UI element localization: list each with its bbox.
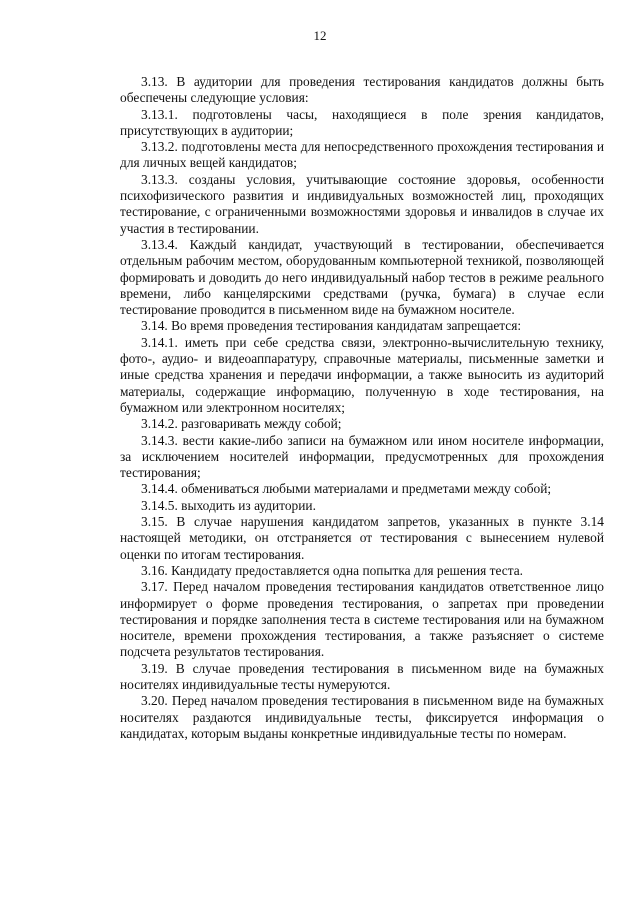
page-number: 12	[313, 28, 327, 43]
paragraph-3-13: 3.13. В аудитории для проведения тестирования кандидатов должны быть обеспечены следующие условия:	[120, 74, 604, 106]
paragraph-3-20: 3.20. Перед началом проведения тестирования в письменном виде на бумажных носителях раздаются индивидуальные тесты, фиксируется информация о кандидатах, которым выданы конкретные индивидуальные тесты по номерам.	[120, 693, 604, 741]
paragraph-3-14-1: 3.14.1. иметь при себе средства связи, электронно-вычислительную технику, фото-, аудио- и видеоаппаратуру, справочные материалы, письменные заметки и иные средства хранения и передачи информации, а также выносить из аудиторий материалы, содержащие информацию, полученную в ходе тестирования, на бумажном или электронном носителях;	[120, 334, 604, 415]
paragraph-3-13-1: 3.13.1. подготовлены часы, находящиеся в поле зрения кандидатов, присутствующих в аудитории;	[120, 106, 604, 138]
paragraph-3-16: 3.16. Кандидату предоставляется одна попытка для решения теста.	[141, 562, 524, 578]
paragraph-3-14-4: 3.14.4. обмениваться любыми материалами и предметами между собой;	[141, 481, 552, 497]
paragraph-3-17: 3.17. Перед началом проведения тестирования кандидатов ответственное лицо информирует о форме проведения тестирования, о запретах при проведении тестирования и порядке заполнения теста в системе тестирования или на бумажном носителе, времени прохождения тестирования, а также разъясняет о системе подсчета результатов тестирования.	[120, 579, 604, 660]
paragraph-3-13-2: 3.13.2. подготовлены места для непосредственного прохождения тестирования и для личных вещей кандидатов;	[120, 139, 604, 171]
paragraph-3-15: 3.15. В случае нарушения кандидатом запретов, указанных в пункте 3.14 настоящей методики, он отстраняется от тестирования с вынесением нулевой оценки по итогам тестирования.	[120, 514, 604, 562]
paragraph-3-14: 3.14. Во время проведения тестирования кандидатам запрещается:	[141, 318, 522, 334]
document-body	[120, 74, 604, 742]
paragraph-3-13-3: 3.13.3. созданы условия, учитывающие состояние здоровья, особенности психофизического развития и индивидуальных возможностей лиц, проходящих тестирование, с ограниченными возможностями здоровья и инвалидов в случае их участия в тестировании.	[120, 171, 604, 236]
paragraph-3-14-5: 3.14.5. выходить из аудитории.	[141, 497, 316, 513]
paragraph-3-19: 3.19. В случае проведения тестирования в письменном виде на бумажных носителях индивидуальные тесты нумеруются.	[120, 660, 604, 692]
paragraph-3-13-4: 3.13.4. Каждый кандидат, участвующий в тестировании, обеспечивается отдельным рабочим местом, оборудованным компьютерной техникой, позволяющей формировать и доводить до него индивидуальный набор тестов в режиме реального времени, либо канцелярскими средствами (ручка, бумага) в случае если тестирование проводится в письменном виде на бумажном носителе.	[120, 236, 604, 318]
paragraph-3-14-3: 3.14.3. вести какие-либо записи на бумажном или ином носителе информации, за исключением носителей информации, предусмотренных для прохождения тестирования;	[120, 432, 604, 481]
paragraph-3-14-2: 3.14.2. разговаривать между собой;	[141, 416, 342, 432]
